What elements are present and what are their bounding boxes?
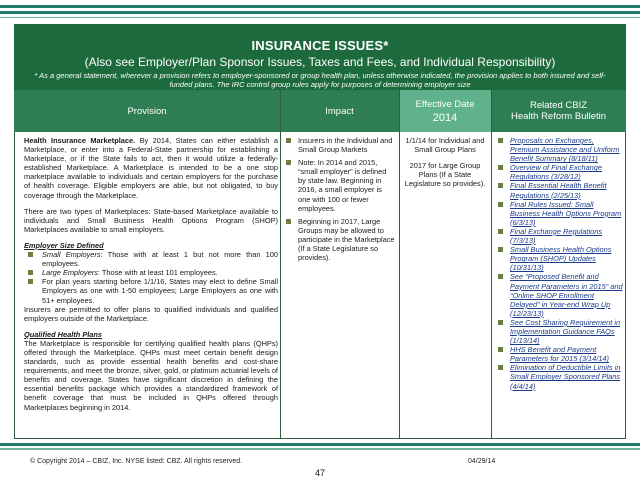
bulletin-link[interactable]: Final Exchange Regulations (7/3/13) [496, 227, 624, 245]
provision-paragraph: The Marketplace is responsible for certifying qualified health plans (QHPs) offered through the Marketplace. QHPs must meet certain benefit design standards, such as provide essential health benefits and cost-share requirements, and meet the bronze, silver, gold, or platinum actuarial levels of benefits and coverage. States have significant discretion in defining the essential benefits package which provides a standardized framework of benefit coverage that must be included in QHPs offered through Marketplaces beginning in 2014. [24, 338, 278, 412]
page-number: 47 [314, 468, 325, 478]
impact-column [284, 136, 396, 266]
effective-date-text: 1/1/14 for Individual and Small Group Plans [405, 136, 485, 155]
list-item: Small Employers: Those with at least 1 but not more than 100 employees. [24, 250, 278, 268]
bulletin-link[interactable]: Final Essential Health Benefit Regulations (2/25/13) [496, 181, 624, 199]
provision-paragraph: Insurers are permitted to offer plans to qualified individuals and qualified employers outside of the Marketplace. [24, 304, 278, 323]
related-header-line1: Related CBIZ [529, 100, 588, 111]
effective-date-label: Effective Date [415, 98, 475, 110]
provision-paragraph: Health Insurance Marketplace. By 2014, States can either establish a Marketplace, or enter into a Federal-State partnership for establishing a Marketplace, or if the State fails to act, then it would utilize a federally-established Marketplace. A Marketplace is intended to be a one stop marketplace available to individuals and certain employers for the purchase of health coverage. Eligible employers are able, but not obligated, to buy coverage through the Marketplace. [24, 136, 278, 200]
list-item: Note: In 2014 and 2015, “small employer” is defined by state law. Beginning in 2016, a small employer is one with 100 or fewer employees. [284, 158, 396, 213]
bulletin-link[interactable]: Small Business Health Options Program (SHOP) Updates (10/31/13) [496, 245, 624, 272]
bottom-decorative-band [0, 440, 640, 452]
provision-column [24, 136, 278, 419]
title-banner [14, 24, 626, 90]
column-header-related-bulletin [491, 90, 626, 132]
page-title: INSURANCE ISSUES* [251, 38, 389, 53]
title-note: * As a general statement, wherever a provision refers to employer-sponsored or group health plan, unless otherwise indicated, the provision applies to both insured and self-funded plans. The IRC control group rules apply for purposes of determining employer size [34, 71, 606, 89]
bulletin-link[interactable]: See “Proposed Benefit and Payment Parameters in 2015” and “Online SHOP Enrollment Delayed” in Year-end Wrap Up (12/23/13) [496, 272, 624, 317]
effective-date-year: 2014 [432, 111, 458, 124]
effective-date-text: 2017 for Large Group Plans (If a State Legislature so provides). [404, 161, 486, 189]
provision-paragraph: There are two types of Marketplaces: State-based Marketplace available to individuals and Small Business Health Options Program (SHOP) Marketplaces available to small employers. [24, 206, 278, 234]
bulletin-list [496, 136, 624, 391]
bulletin-link[interactable]: HHS Benefit and Payment Parameters for 2015 (3/14/14) [496, 345, 624, 363]
list-item: Insurers in the Individual and Small Group Markets [284, 136, 396, 154]
column-header-impact: Impact [280, 90, 399, 132]
page-subtitle: (Also see Employer/Plan Sponsor Issues, Taxes and Fees, and Individual Responsibility) [84, 55, 556, 69]
employer-size-list [24, 250, 278, 305]
column-divider [491, 90, 492, 439]
effective-date-column [402, 136, 488, 195]
bulletin-link[interactable]: Overview of Final Exchange Regulations (3/28/12) [496, 163, 624, 181]
bulletin-link[interactable]: Proposals on Exchanges, Premium Assistance and Uniform Benefit Summary (8/18/11) [496, 136, 624, 163]
provision-lead: Health Insurance Marketplace. [24, 136, 136, 145]
footer-copyright: © Copyright 2014 – CBIZ, Inc. NYSE listed: CBZ. All rights reserved. [30, 458, 243, 465]
related-bulletin-column [496, 136, 624, 391]
column-divider [399, 90, 400, 439]
related-header-line2: Health Reform Bulletin [510, 111, 607, 122]
top-decorative-band [0, 0, 640, 22]
section-heading-qualified-plans: Qualified Health Plans [24, 329, 103, 339]
impact-list [284, 136, 396, 262]
bulletin-link[interactable]: Elimination of Deductible Limits in Small Employer Sponsored Plans (4/4/14) [496, 363, 624, 390]
bulletin-link[interactable]: Final Rules Issued: Small Business Health Options Program (6/3/13) [496, 200, 624, 227]
column-header-provision: Provision [14, 90, 280, 132]
column-header-effective-date [399, 90, 491, 132]
list-item: For plan years starting before 1/1/16, States may elect to define Small Employers as one with 1-50 employees; Large Employers as one with 51+ employees. [24, 277, 278, 304]
list-item: Beginning in 2017, Large Groups may be allowed to participate in the Marketplace (If a State Legislature so provides). [284, 217, 396, 262]
footer-date: 04/29/14 [468, 458, 496, 465]
section-heading-employer-size: Employer Size Defined [24, 240, 104, 250]
bulletin-link[interactable]: See Cost Sharing Requirement in Implementation Guidance FAQs (1/13/14) [496, 318, 624, 345]
list-item: Large Employers: Those with at least 101 employees. [24, 268, 278, 277]
column-divider [280, 90, 281, 439]
